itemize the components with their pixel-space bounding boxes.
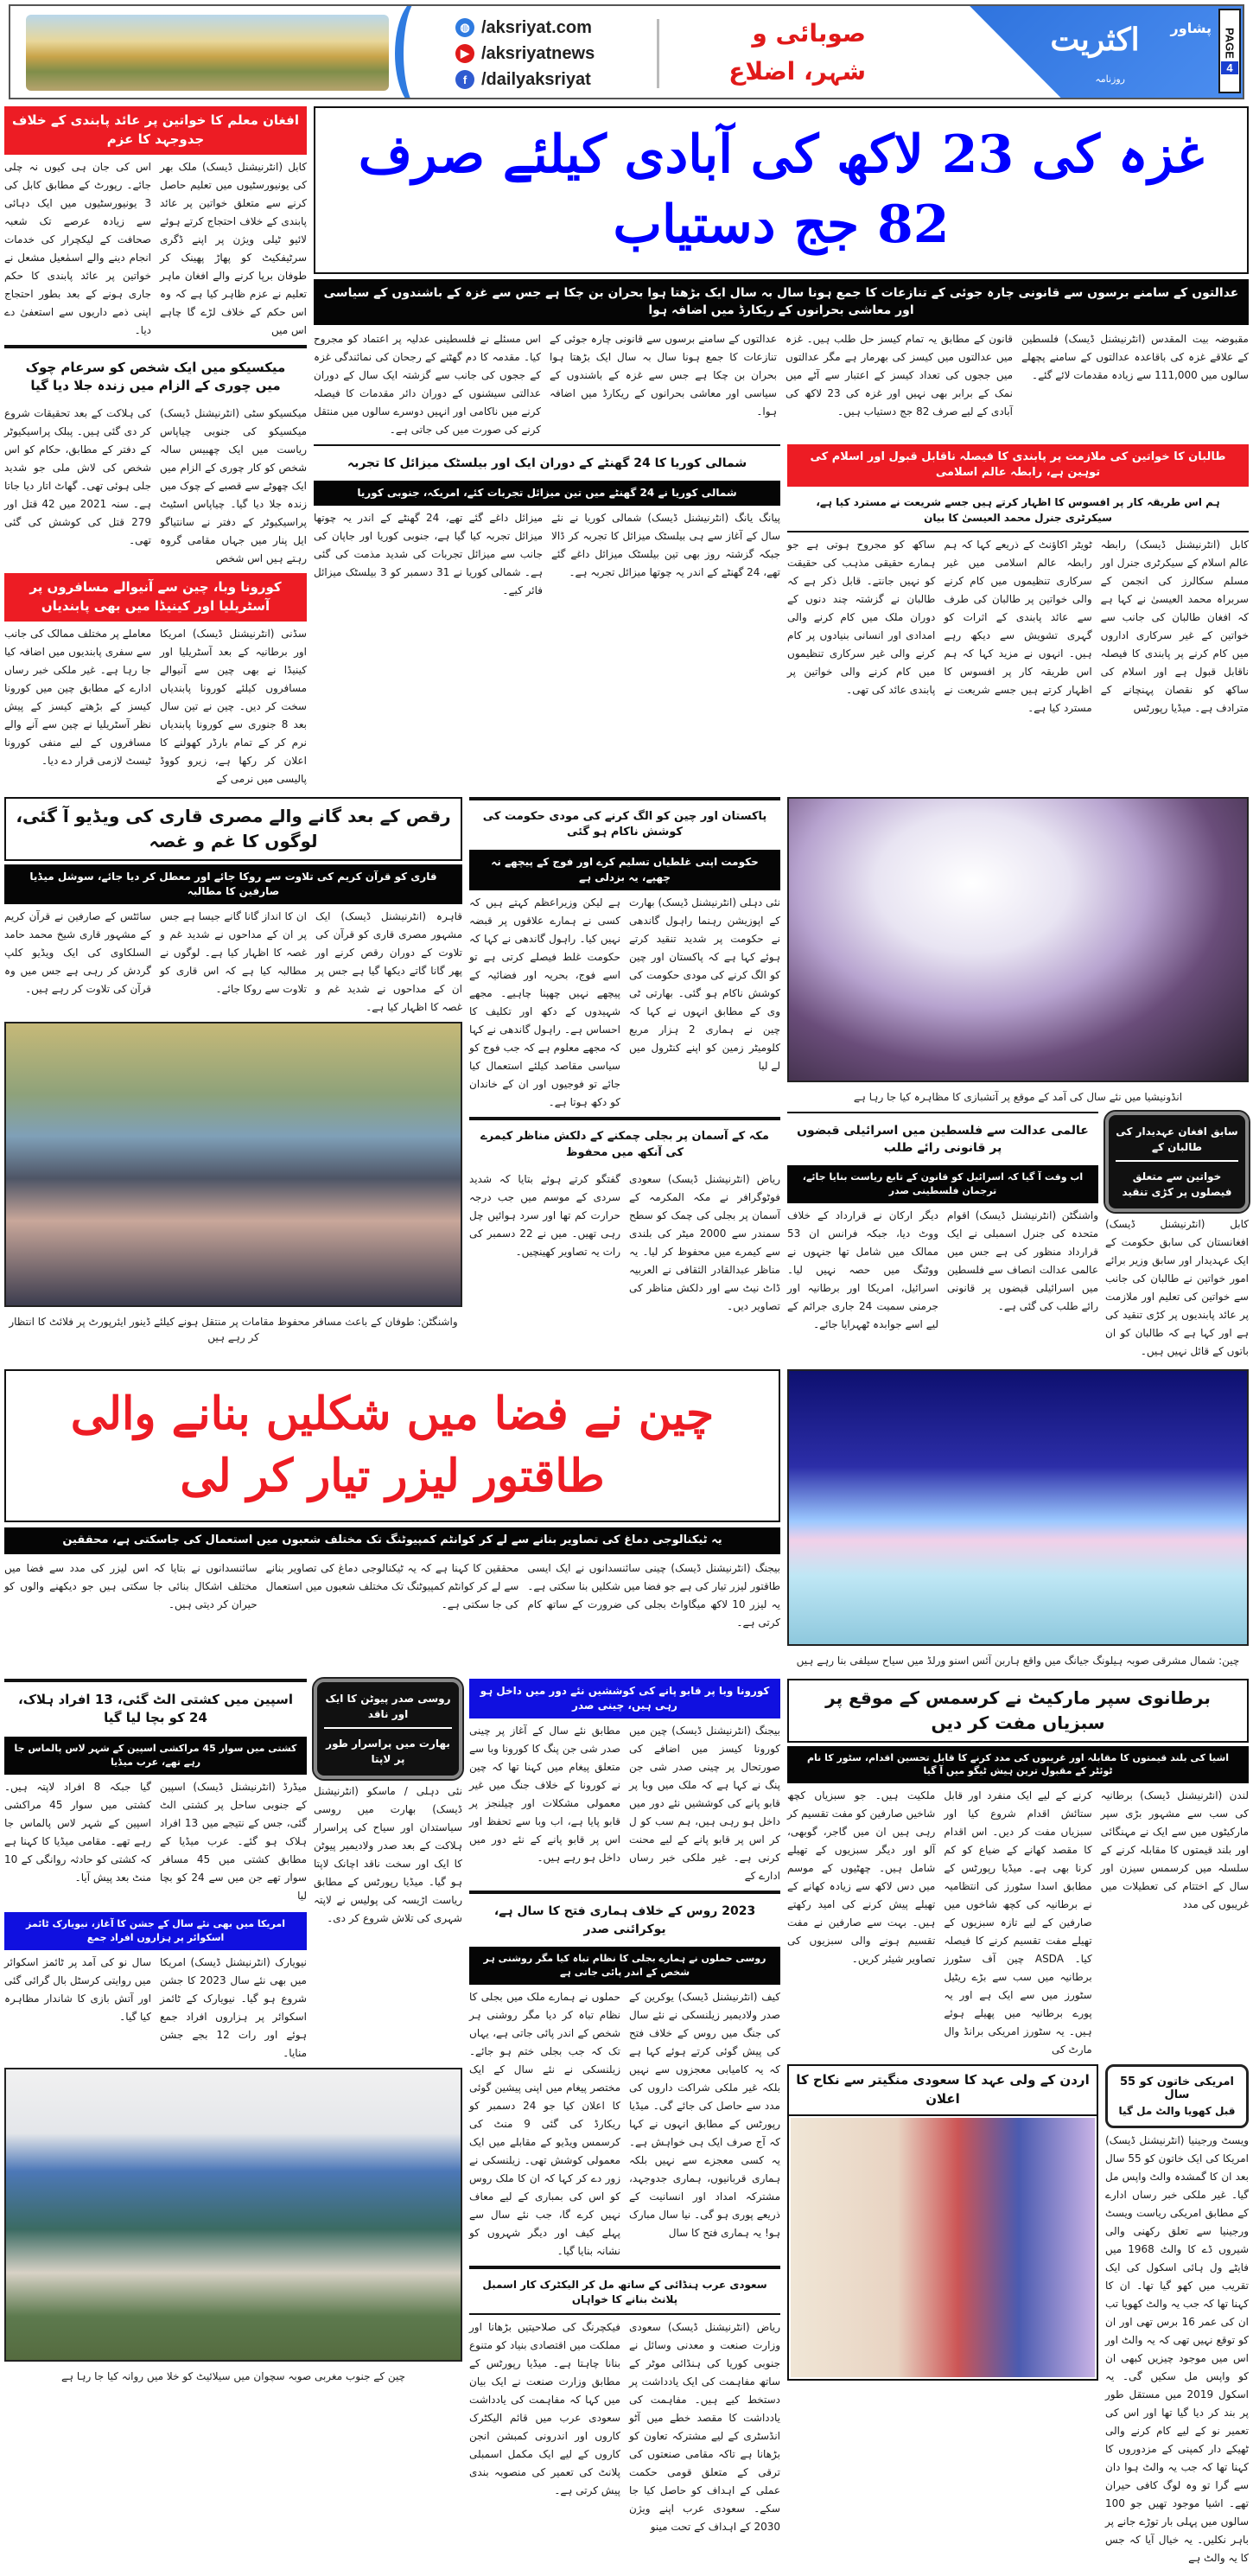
article-column: معاملے پر مختلف ممالک کی جانب سے سفری پابندیوں میں اضافہ کیا جا رہا ہے۔ غیر ملکی خبر رساں ادارے کے مطابق چین میں کورونا کیسز کے بڑھتے کیسز کے پیش نظر آسٹریلیا نے چین سے آنے والے مسافروں کے لیے منفی کورونا ٹیسٹ لازمی قرار دے دیا۔ [4, 627, 151, 767]
globe-icon: ◍ [455, 18, 474, 37]
photo-caption: انڈونیشیا میں نئے سال کی آمد کے موقع پر آتشبازی کا مظاہرہ کیا جا رہا ہے [853, 1090, 1183, 1103]
jordan-headline[interactable]: اردن کے ولی عہد کا سعودی منگیتر سے نکاح کا اعلان [789, 2066, 1097, 2116]
putin-critic-headline-box[interactable] [314, 1679, 462, 1779]
article-column: میکسیکو سٹی (انٹرنیشنل ڈیسک) میکسیکو کی جنوبی چیاپاس ریاست میں ایک چھبیس سالہ شخص کو کار چوری کے الزام میں ایک چھوٹے سے قصبے کے چوک میں زندہ جلا دیا گیا۔ چیاپاس اسٹیٹ پراسیکیوٹر کے دفتر نے سانتیاگو ایل پنار میں جہاں مقامی گروہ رہتے ہیں اس شخص [160, 407, 307, 564]
youtube-icon: ▶ [455, 44, 474, 63]
article-column: ملکیت ہیں۔ جو سبزیاں کچھ شاخیں صارفین کو مفت تقسیم کر رہی ہیں ان میں گاجر، گوبھی، آلو اور دیگر سبزیوں کے تھیلے شامل ہیں۔ چھٹیوں کے موسم میں دس لاکھ سے زیادہ کھانے کے تھیلے پیش کرنے کی امید رکھتے ہیں۔ بہت سے صارفین نے مفت تقسیم ہونے والی سبزیوں کی تصاویر شیئر کریں۔ [787, 1789, 936, 1966]
corona-australia-story [4, 573, 307, 788]
article-column: میڈرڈ (انٹرنیشنل ڈیسک) اسپین کے جنوبی ساحل پر کشتی الٹ گئی، جس کے نتیجے میں 13 افراد ہلاک ہو گئے۔ عرب میڈیا کے مطابق کشتی میں 45 مسافر سوار تھے جن میں سے 24 کو بچا لیا [160, 1780, 307, 1902]
article-column: نئی دہلی (انٹرنیشنل ڈیسک) بھارت کے اپوزیشن رہنما راہول گاندھی نے حکومت پر شدید تنقید کرتے ہوئے کہا ہے کہ پاکستان اور چین کو الگ کرنے کی مودی حکومت کی کوشش ناکام ہو گئی۔ بھارتی ٹی وی کے مطابق انہوں نے کہا کہ چین نے ہماری 2 ہزار مربع کلومیٹر زمین کو اپنے کنٹرول میں لے لیا [629, 896, 780, 1072]
social-link-youtube[interactable] [455, 41, 650, 67]
china-laser-headline[interactable]: چین نے فضا میں شکلیں بنانے والی طاقتور لیزر تیار کر لی [4, 1369, 780, 1523]
divider [4, 345, 307, 348]
article-column: واشنگٹن (انٹرنیشنل ڈیسک) اقوام متحدہ کی جنرل اسمبلی نے ایک قرارداد منظور کی ہے جس میں عالمی عدالت انصاف سے فلسطین میں اسرائیلی قبضوں پر قانونی رائے طلب کی گئی ہے۔ [947, 1208, 1098, 1312]
section-name-line2: شہر، اضلاع [728, 57, 866, 86]
article-column: فیکچرنگ کی صلاحیتیں بڑھانا اور مملکت میں اقتصادی بنیاد کو متنوع بنانا چاہتا ہے۔ میڈیا رپورٹس کے مطابق وزارت صنعت نے ایک بیان میں کہا کہ مفاہمت کی یادداشت سعودی عرب میں قائم الیکٹرک کاروں اور اندرونی کمبشن انجن کاروں کے لیے ایک مکمل اسمبلی پلانٹ کی تعمیر کی منصوبہ بندی پیش کرتی ہے۔ [469, 2320, 620, 2496]
putin-critic-body: نئی دہلی / ماسکو (انٹرنیشنل ڈیسک) بھارت میں روسی سیاستدان اور سیاح کی پراسرار ہلاکت کے بعد صدر ولادیمیر پیوٹن کا ایک اور سخت ناقد اچانک لاپتا ہو گیا۔ میڈیا رپورٹس کے مطابق ریاست اڑیسہ کی پولیس نے لاپتہ شہری کی تلاش شروع کر دی۔ [314, 1784, 462, 1924]
article-column: سائنسدانوں نے بتایا کہ اس لیزر کی مدد سے فضا میں مختلف اشکال بنائی جا سکتی ہیں جو دیکھنے والوں کو حیران کر دیتی ہیں۔ [3, 1561, 258, 1610]
lead-headline[interactable]: غزہ کی 23 لاکھ کی آبادی کیلئے صرف 82 جج دستیاب [314, 106, 1249, 274]
box-headline-line1: سابق افغان عہدیدار کی طالبان کے [1116, 1124, 1238, 1162]
mecca-headline[interactable]: مکہ کے آسمان پر بجلی چمکنے کے دلکش مناظر کیمرے کی آنکھ میں محفوظ [480, 1129, 769, 1159]
article-column: کی ہلاکت کے بعد تحقیقات شروع کر دی گئی ہیں۔ پبلک پراسیکیوٹر کے دفتر کے مطابق، حکام کو اس شخص کی لاش ملی جو شدید جلی ہوئی تھی۔ گھاٹ اتار دیا جاتا ہے۔ سنہ 2021 میں 42 قتل اور 279 قتل کی کوشش کی گئی تھی۔ [4, 407, 152, 546]
icj-story [787, 1112, 1098, 1334]
afghan-teacher-headline[interactable]: افغان معلم کا خواتین پر عائد پابندی کے خلاف جدوجہد کا عزم [4, 106, 307, 155]
divider [787, 1112, 1098, 1113]
ny-times-square-headline[interactable]: امریکا میں بھی نئے سال کے جشن کا آغاز، نیویارک ٹائمز اسکوائر پر ہزاروں افراد جمع [4, 1912, 307, 1950]
icj-subhead: اب وقت آ گیا کہ اسرائیل کو قانون کے تابع ریاست بنایا جائے، ترجمان فلسطینی صدر [787, 1165, 1098, 1203]
photo-caption: چین کے جنوب مغربی صوبہ سچوان میں سیلائیٹ کو خلا میں روانہ کیا جا رہا ہے [60, 2369, 406, 2382]
uk-supermarket-body [787, 1787, 1249, 2059]
section-middle [4, 797, 1249, 1361]
bottom-left [4, 1679, 462, 2386]
mexico-story [4, 354, 307, 569]
wallet-body: ویسٹ ورجینیا (انٹرنیشنل ڈیسک) امریکا کی ایک خاتون کو 55 سال بعد ان کا گمشدہ والٹ واپس مل گیا۔ غیر ملکی خبر رساں ادارے کے مطابق امریکی ریاست ویسٹ ورجینیا سے تعلق رکھنی والی شیروں ڈے کا والٹ 1968 میں فایٹے ول ہائی اسکول کی ایک تقریب میں کھو گیا تھا۔ ان کا کہنا تھا کہ جب یہ والٹ کھویا تب ان کی عمر 16 برس تھی اور ان کو توقع نہیں تھی کہ یہ والٹ اور اس میں موجود چیزیں کبھی ان کو واپس مل سکیں گی۔ یہ اسکول 2019 میں مستقل طور پر بند کر دیا گیا تھا اور اس کی تعمیر نو کے لیے کام کرنے والی ٹھیکے دار کمپنی کے مزدوروں کا کہنا تھا کہ جب یہ والٹ ہوا دان سے گرا تو وہ لوگ کافی حیران تھے۔ اشیا موجود تھیں جو 100 سالوں میں پہلی بار توڑے جانے پر باہر نکلیں۔ یہ خیال آیا کہ جس کا یہ والٹ ہے [1105, 2134, 1250, 2565]
mecca-body [469, 1170, 780, 1316]
box-headline-line1: روسی صدر پیوٹن کا ایک اور ناقد [324, 1691, 452, 1729]
corona-australia-body [4, 625, 307, 788]
newspaper-logo: اکثریت [1050, 22, 1140, 58]
wallet-headline-box[interactable] [1105, 2064, 1249, 2128]
lead-subhead: عدالتوں کے سامنے برسوں سے قانونی چارہ جوئی کے تنازعات کا جمع ہونا سال بہ سال ایک بڑھتا ہوا بحران بن چکا ہے جس سے غزہ کے باشندوں کے سیاسی اور معاشی بحرانوں کے ریکارڈ میں اضافہ ہوا [314, 279, 1249, 325]
ukraine-subhead: روسی حملوں نے ہمارے بجلی کا نظام تباہ کیا مگر روشنی ہر شخص کے اندر پائی جاتی ہے [469, 1947, 780, 1985]
afghan-official-headline-box[interactable] [1105, 1112, 1249, 1212]
section-top [4, 106, 1249, 788]
section-name-line1: صوبائی و [752, 19, 866, 48]
uk-supermarket-subhead: اشیا کی بلند قیمتوں کا مقابلہ اور غریبوں کی مدد کرنے کا قابل تحسین اقدام، سٹور کا نام ٹوئٹر کے مقبول ترین ہیش ٹیگو میں آ گیا [787, 1746, 1249, 1784]
article-column: سائٹس کے صارفین نے قرآن کریم کے مشہور قاری شیخ محمد حامد السلکاوی کی ایک ویڈیو کلپ گردش کر رہی ہے جس میں وہ قرآن کی تلاوت کر رہے ہیں۔ [4, 910, 151, 996]
afghan-teacher-story [4, 106, 307, 340]
box-headline-line2: بھارت میں پراسرار طور پر لاپتا [326, 1737, 450, 1765]
page-indicator [1218, 9, 1241, 93]
box-headline-line1: امریکی خاتون کو 55 سال [1120, 2075, 1234, 2102]
article-column: کابل (انٹرنیشنل ڈیسک) رابطہ عالم اسلام کے سیکرٹری جنرل اور مسلم سکالرز کی انجمن کے سربراہ محمد العیسیٰ نے کہا ہے کہ افغان طالبان کی جانب سے خواتین کے غیر سرکاری اداروں میں کام کرنے پر پابندی کا فیصلہ ناقابل قبول ہے اور اسلام کی ساکھ کو نقصان پہنچانے کے مترادف ہے۔ میڈیا رپورٹس [1100, 539, 1249, 715]
divider [469, 1117, 780, 1120]
left-sidebar [4, 106, 307, 788]
divider [314, 444, 780, 446]
spain-putin-row [4, 1679, 462, 2063]
article-column: بیجنگ (انٹرنیشنل ڈیسک) چینی سائنسدانوں نے ایک ایسی طاقتور لیزر تیار کی ہے جو فضا میں شکلیں بنا سکتی ہے۔ یہ لیزر 10 لاکھ میگاواٹ بجلی کی ضرورت کے ساتھ کام کرتی ہے۔ [527, 1561, 780, 1629]
spain-boat-story [4, 1679, 307, 2063]
article-column: ریاض (انٹرنیشنل ڈیسک) سعودی وزارت صنعت و معدنی وسائل نے جنوبی کوریا کی ہنڈائی موٹر کے ساتھ مفاہمت کی ایک یادداشت پر دستخط کیے ہیں۔ مفاہمت کی یادداشت کا مقصد خطے میں آٹو انڈسٹری کے لیے مشترکہ تعاون کو بڑھانا ہے تاکہ مقامی صنعتوں کی ترقی کے متعلق قومی حکمت عملی کے اہداف کو حاصل کیا جا سکے۔ سعودی عرب اپنے ویژن 2030 کے اہداف کے تحت مینو [629, 2320, 780, 2533]
china-laser-body [4, 1559, 780, 1632]
china-laser-subhead: یہ ٹیکنالوجی دماغ کی تصاویر بنانے سے لے کر کوانٹم کمپیوٹنگ تک مختلف شعبوں میں استعمال کی جاسکتی ہے، محققین [4, 1527, 780, 1554]
divider [469, 1891, 780, 1894]
putin-critic-story [314, 1679, 462, 1928]
mexico-body [4, 405, 307, 568]
pakistan-china-story [469, 797, 780, 1112]
afghan-official-body: کابل (انٹرنیشنل ڈیسک) افغانستان کی سابق حکومت کے ایک عہدیدار اور سابق وزیر برائے امور خواتین نے طالبان کی جانب سے خواتین کی تعلیم اور ملازمت پر عائد پابندیوں پر کڑی تنقید کی ہے اور کہا ہے کہ طالبان کو ان باتوں کے قائل نہیں ہیں۔ [1105, 1217, 1249, 1357]
article-column: ریاض (انٹرنیشنل ڈیسک) سعودی فوٹوگرافر نے مکہ المکرمہ کے آسمان پر بجلی کی چمک کو سطح سمندر سے 2000 میٹر کی بلندی سے کیمرے میں محفوظ کر لیا۔ یہ مناظر عبدالقادر الثقافی نے العربیہ ڈاٹ نیٹ سے اور دلکش مناظر کی تصاویر دیں۔ [629, 1172, 781, 1312]
article-column: میزائل داغے گئے تھے، 24 گھنٹے کے اندر یہ چوتھا میزائل تجربہ کیا گیا ہے، جنوبی کوریا اور جاپان کی جانب سے میزائل تجربات کی شدید مذمت کی گئی ہے۔ شمالی کوریا نے 31 دسمبر کو 3 بیلسٹک میزائل فائر کیے۔ [314, 512, 544, 597]
ukraine-story [469, 1891, 780, 2260]
china-satellite-launch-photo [4, 2068, 462, 2362]
north-korea-body [314, 509, 780, 600]
article-column: بیجنگ (انٹرنیشنل ڈیسک) چین میں کورونا کیسز میں اضافے کی صورتحال پر چینی صدر شی جن پنگ نے کہا ہے کہ ملک میں وبا پر قابو پانے کی کوششیں نئے دور میں داخل ہو رہی ہیں، ہم سب کو ل کر اس پر قابو پانے کے لیے محنت کرنی ہے۔ غیر ملکی خبر رساں ادارے کے [629, 1725, 780, 1883]
section-name [667, 15, 866, 91]
social-links [455, 15, 650, 92]
article-column: ٹویٹر اکاؤنٹ کے ذریعے کہا کہ ہم رابطہ عالم اسلامی میں غیر سرکاری تنظیموں میں کام کرنے والی خواتین پر طالبان کی طرف سے عائد پابندی کے اثرات کو گہری تشویش سے دیکھ رہے ہیں۔ انہوں نے مزید کہا کہ ہم اس طریقہ کار پر افسوس کا اظہار کرتے ہیں جسے شریعت نے مسترد کیا ہے۔ [944, 539, 1092, 715]
jordan-story-box [787, 2064, 1098, 2381]
box-headline-line2: قبل کھویا والٹ مل گیا [1118, 2105, 1236, 2118]
egypt-qari-subhead: قاری کو قرآن کریم کی تلاوت سے روکا جائے اور معطل کر دیا جائے، سوشل میڈیا صارفین کا مطالبہ [4, 864, 462, 905]
article-column: قانون کے مطابق یہ تمام کیسز حل طلب ہیں۔ غزہ میں عدالتوں میں کیسز کی بھرمار ہے مگر عدالتوں میں ججوں کی تعداد کیسز کے اعتبار سے آٹے میں نمک کے برابر بھی نہیں اور غزہ کی 23 لاکھ کی آبادی کے لیے صرف 82 جج دستیاب ہیں۔ [786, 332, 1013, 418]
box-headline-line2: خواتین سے متعلق فیصلوں پر کڑی تنقید [1122, 1170, 1232, 1198]
section-bottom [4, 1679, 1249, 2568]
saudi-hyundai-body [469, 2318, 780, 2536]
icj-official-row [787, 1112, 1249, 1361]
uk-supermarket-headline[interactable]: برطانوی سپر مارکیٹ نے کرسمس کے موقع پر سبزیاں مفت کر دیں [787, 1679, 1249, 1743]
article-column: حملوں نے ہمارے ملک میں بجلی کا نظام تباہ کر دیا مگر روشنی ہر شخص کے اندر پائی جاتی ہے، یہاں تک کہ جب بجلی ختم ہو جائے۔ زیلنسکی نے نئے سال کے ایک مختصر پیغام میں اپنی پیشین گوئی کا اعلان کیا جو 24 دسمبر کو ریکارڈ کی گئی 9 منٹ کی کرسمس ویڈیو کے مقابلے میں ایک معمولی کوشش تھی۔ زیلنسکی نے زور دے کر کہا کہ ان کا ملک روس کو اس کی بمباری کے لیے معاف نہیں کرے گا، جب نئے سال سے پہلے کیف اور دیگر شہروں کو نشانہ بنایا گیا۔ [469, 1990, 621, 2257]
spain-boat-headline[interactable]: اسپین میں کشتی الٹ گئی، 13 افراد ہلاک، 24 کو بچا لیا گیا [17, 1691, 294, 1726]
article-column: دیگر ارکان نے قرارداد کے خلاف ووٹ دیا، جبکہ فرانس ان 53 ممالک میں شامل تھا جنہوں نے ووٹنگ میں حصہ نہیں لیا۔ اسرائیل، امریکا اور برطانیہ اور جرمنی سمیت 24 جاری جرائم کے لیے اسے جوابدہ ٹھہرایا جائے۔ [787, 1208, 938, 1330]
article-column: گفتگو کرتے ہوئے بتایا کہ شدید سردی کے موسم میں جب درجہ حرارت کم تھا اور سرد ہوائیں چل رہی تھیں۔ میں نے 22 دسمبر کی رات یہ تصاویر کھینچیں۔ [469, 1172, 620, 1258]
denver-airport-photo [4, 1022, 462, 1307]
ny-times-square-body [4, 1954, 307, 2063]
ukraine-body [469, 1988, 780, 2260]
article-column: ان کا انداز گانا گانے جیسا ہے جس پر ان کے مداحوں نے شدید غم و غصہ کا اظہار کیا ہے۔ لوگوں نے مطالبہ کیا ہے کہ اس قاری کو تلاوت سے روکا جائے۔ [160, 910, 307, 996]
icj-body [787, 1207, 1098, 1334]
corona-china-headline[interactable]: کورونا وبا پر قابو پانے کی کوششیں نئے دور میں داخل ہو رہی ہیں، چینی صدر [469, 1679, 780, 1719]
corona-china-body [469, 1722, 780, 1885]
masthead-swoosh-decoration [395, 4, 447, 99]
social-link-website[interactable] [455, 15, 650, 41]
uk-supermarket-story [787, 1679, 1249, 2060]
section-china-laser [4, 1369, 1249, 1670]
middle-right [787, 797, 1249, 1361]
article-column: سڈنی (انٹرنیشنل ڈیسک) امریکا اور برطانیہ کے بعد آسٹریلیا اور کینیڈا نے بھی چین سے آنیوالے مسافروں کیلئے کورونا پابندیاں سخت کر دیں۔ چین نے تین سال بعد 8 جنوری سے کورونا پابندیاں نرم کر کے تمام بارڈر کھولنے کا اعلان کر رکھا ہے، زیرو کووڈ پالیسی میں نرمی کے [160, 627, 307, 785]
corona-australia-headline[interactable]: کورونا وبا، چین سے آنیوالے مسافروں پر آسٹریلیا اور کینیڈا میں بھی پابندیاں [4, 573, 307, 622]
indonesia-fireworks-photo [787, 797, 1249, 1082]
logo-city: پشاور [1170, 20, 1212, 36]
social-link-facebook[interactable] [455, 67, 650, 92]
social-handle: /aksriyat.com [481, 17, 592, 37]
article-column: کیف (انٹرنیشنل ڈیسک) یوکرین کے صدر ولادیمیر زیلنسکی نے نئے سال کی جنگ میں روس کے خلاف فتح کی پیش گوئی کرتے ہوئے کہا ہے کہ یہ کامیابی معجزوں سے نہیں بلکہ غیر ملکی شراکت داروں کی مدد سے حاصل کی جائے گی۔ میڈیا رپورٹس کے مطابق انہوں نے کہا کہ آج صرف ایک ہی خواہش ہے۔ یہ کسی معجزے سے نہیں بلکہ ہماری قربانیوں، ہماری جدوجہد، مشترکہ امداد اور انسانیت کے ذریعے پوری ہو گی۔ نیا سال مبارک ہو! یہ ہماری فتح کا سال [629, 1990, 780, 2239]
pakistan-china-subhead: حکومت اپنی غلطیاں تسلیم کرے اور فوج کے پیچھے نہ چھپے، یہ بزدلی ہے [469, 850, 780, 890]
egypt-qari-body [4, 908, 462, 1017]
divider [469, 2266, 780, 2269]
page-label: PAGE [1223, 28, 1237, 59]
china-laser-story [4, 1369, 780, 1632]
afghan-teacher-body [4, 158, 307, 340]
rabita-headline[interactable]: طالبان کا خواتین کی ملازمت پر پابندی کا فیصلہ ناقابل قبول اور اسلام کی توہین ہے، رابطہ عالم اسلامی [787, 444, 1249, 488]
harbin-ice-world-photo [787, 1369, 1249, 1646]
lead-area [314, 106, 1249, 717]
article-column: سال نو کی آمد پر ٹائمز اسکوائر میں روایتی کرسٹل بال گرائی گئی اور آتش بازی کا شاندار مظاہرہ کیا گیا۔ [4, 1955, 151, 2023]
saudi-hyundai-headline[interactable]: سعودی عرب ہنڈائی کے ساتھ مل کر الیکٹرک کار اسمبل پلانٹ بنانے کا خواہاں [469, 2273, 780, 2315]
article-column: قاہرہ (انٹرنیشنل ڈیسک) ایک مشہور مصری قاری کو قرآن کی تلاوت کے دوران رقص کرنے اور پھر گانا گاتے دیکھا گیا ہے جس پر ان کے مداحوں نے شدید غم و غصہ کا اظہار کیا ہے۔ [315, 910, 462, 1014]
divider [4, 1679, 307, 1682]
jordan-crown-prince-photo [791, 2118, 1095, 2377]
masthead-city-collage-image [26, 15, 389, 91]
saudi-hyundai-story [469, 2266, 780, 2536]
middle-left [4, 797, 462, 1348]
ukraine-headline[interactable]: 2023 روس کے خلاف ہماری فتح کا سال ہے، یوکرائنی صدر [493, 1904, 756, 1936]
spain-boat-body [4, 1778, 307, 1905]
masthead [9, 4, 1244, 99]
photo-caption: چین: شمال مشرقی صوبہ ہیلونگ جیانگ میں واقع ہاربن آئس اسنو ورلڈ میں سیاح سیلفی بنا رہے ہیں [796, 1654, 1240, 1667]
article-column: اس مسئلے نے فلسطینی عدلیہ پر اعتماد کو مجروح کیا۔ مقدمہ کا دم گھٹنے کے رجحان کی نمائندگی غزہ کے ججوں کی جانب سے گزشتہ ایک سال کے دوران عدالتی سیشنوں کے دوران دائر مقدمات کا فیصلہ کرنے میں ناکامی اور انہیں دوسرے سالوں میں منتقل کرنے کی صورت میں کی جاتی ہے۔ [314, 332, 541, 436]
rabita-subhead: ہم اس طریقہ کار پر افسوس کا اظہار کرتے ہیں جسے شریعت نے مسترد کیا ہے، سیکرٹری جنرل محمد العیسیٰ کا بیان [787, 490, 1249, 532]
social-handle: /dailyaksriyat [481, 69, 591, 89]
divider [469, 797, 780, 800]
article-column: محققین کا کہنا ہے کہ یہ ٹیکنالوجی دماغ کی تصاویر بنانے سے لے کر کوانٹم کمپیوٹنگ تک مختلف شعبوں میں استعمال کی جا سکتی ہے۔ [265, 1561, 519, 1610]
spain-boat-subhead: کشتی میں سوار 45 مراکشی اسپین کے شہر لاس پالماس جا رہے تھے، عرب میڈیا [4, 1737, 307, 1775]
north-korea-story [314, 444, 780, 717]
mecca-story [469, 1117, 780, 1316]
logo-subtitle: روزنامہ [1095, 73, 1125, 85]
article-column: مطابق نئے سال کے آغاز پر چینی صدر شی جن پنگ کا کورونا وبا سے متعلق پیغام میں کہنا تھا کہ چین نے کورونا کے خلاف جنگ میں غیر معمولی مشکلات اور چیلنجز پر قابو پایا ہے، اب وبا سے تحفظ اور اس پر قابو پانے کے نئے دور میں داخل ہو رہے ہیں۔ [469, 1725, 620, 1865]
social-handle: /aksriyatnews [481, 43, 595, 63]
mexico-headline[interactable]: میکسیکو میں ایک شخص کو سرعام چوک میں چوری کے الزام میں زندہ جلا دیا گیا [25, 359, 286, 394]
wallet-story [1105, 2064, 1249, 2567]
bottom-right [787, 1679, 1249, 2568]
egypt-qari-headline[interactable]: رقص کے بعد گانے والے مصری قاری کی ویڈیو آ گئی، لوگوں کا غم و غصہ [4, 797, 462, 861]
afghan-official-story [1105, 1112, 1249, 1361]
lead-body [314, 330, 1249, 439]
article-column: کرنے کے لیے ایک منفرد اور قابل ستائش اقدام شروع کیا اور سبزیاں مفت کر دیں۔ اس اقدام کا مقصد کھانے کے ضیاع کو کم کرنا بھی ہے۔ میڈیا رپورٹس کے مطابق اسدا سٹورز کی انتظامیہ نے برطانیہ کی کچھ شاخوں میں صارفین کے لیے تازہ سبزیوں کے تھیلے مفت تقسیم کرنے کا فیصلہ کیا۔ ASDA چین آف سٹورز برطانیہ میں سب سے بڑے ریٹیل سٹورز میں سے ایک ہے اور یہ پورے برطانیہ میں پھیلے ہوئے ہیں۔ یہ سٹورز امریکی برانڈ وال مارٹ کی [944, 1789, 1092, 2056]
egypt-qari-story [4, 797, 462, 1017]
article-column: ساکھ کو مجروح ہوتی ہے جو ہمارے حقیقی مذہب کی حقیقت کو نہیں جانتے۔ قابل ذکر ہے کہ طالبان نے گزشتہ چند دنوں کے دوران ملک میں کام کرنے والی امدادی اور انسانی بنیادوں پر کام کرنے والی غیر سرکاری تنظیموں میں کام کرنے والی خواتین پر پابندی عائد کی تھی۔ [787, 539, 936, 697]
north-korea-subhead: شمالی کوریا نے 24 گھنٹے میں تین میزائل تجربات کئے، امریکہ، جنوبی کوریا [314, 481, 780, 506]
article-column: نیویارک (انٹرنیشنل ڈیسک) امریکا میں بھی نئے سال 2023 کا جشن شروع ہو گیا۔ نیویارک کے ٹائمز اسکوائر پر ہزاروں افراد جمع ہوئے اور رات 12 بجے جشن منایا۔ [160, 1955, 307, 2059]
article-column: لندن (انٹرنیشنل ڈیسک) برطانیہ کی سب سے مشہور بڑی سپر مارکیٹوں میں سے ایک نے مہنگائی اور بلند قیمتوں کا مقابلہ کرنے کے سلسلہ میں کرسمس سیزن اور سال کے اختتام کی تعطیلات میں غریبوں کی مدد [1100, 1789, 1249, 1911]
lead-subrow [314, 444, 1249, 717]
ice-photo-block [787, 1369, 1249, 1670]
bottom-center [469, 1679, 780, 2536]
wallet-jordan-row [787, 2064, 1249, 2567]
pakistan-china-body [469, 894, 780, 1112]
corona-china-story [469, 1679, 780, 1886]
north-korea-headline[interactable]: شمالی کوریا کا 24 گھنٹے کے دوران ایک اور بیلسٹک میزائل کا تجربہ [347, 456, 747, 470]
article-column: ہے لیکن وزیراعظم کہتے ہیں کہ کسی نے ہمارے علاقوں پر قبضہ نہیں کیا۔ راہول گاندھی نے کہا کہ حکومت غلط فیصلے کرتی ہے تو اسے فوج، بحریہ اور فضائیہ کے پیچھے نہیں چھپنا چاہیے۔ مجھے شہیدوں کے دکھ اور تکلیف کا احساس ہے۔ راہول گاندھی نے کہا کہ مجھے معلوم ہے کہ جب فوج کو سیاسی مقاصد کیلئے استعمال کیا جائے تو فوجیوں اور ان کے خاندان کو دکھ ہوتا ہے۔ [469, 896, 620, 1108]
masthead-divider [657, 19, 659, 88]
photo-caption: واشنگٹن: طوفان کے باعث مسافر محفوظ مقامات پر منتقل ہونے کیلئے ڈینور ایئرپورٹ پر فلائٹ کا انتظار کر رہے ہیں [9, 1316, 458, 1344]
article-column: اس کی جان ہی کیوں نہ چلی جائے۔ رپورٹ کے مطابق کابل کی 3 یونیورسٹیوں میں ایک دہائی سے زیادہ عرصے تک شعبہ صحافت کے لیکچرار کی خدمات انجام دینے والے اسمٰعیل مشعل نے خواتین پر عائد پابندی کا حکم جاری ہونے کے بعد بطور احتجاج اپنی ذمے داریوں سے استعفیٰ دے دیا۔ [4, 160, 151, 336]
icj-headline[interactable]: عالمی عدالت سے فلسطین میں اسرائیلی قبضوں پر قانونی رائے طلب [797, 1123, 1089, 1155]
middle-center [469, 797, 780, 1316]
pakistan-china-headline[interactable]: پاکستان اور چین کو الگ کرنے کی مودی حکومت کی کوشش ناکام ہو گئی [482, 809, 767, 839]
rabita-body [787, 536, 1249, 717]
article-column: پیانگ یانگ (انٹرنیشنل ڈیسک) شمالی کوریا نے نئے سال کے آغاز سے ہی بیلسٹک میزائل کا تجربہ کر ڈالا جبکہ گزشتہ روز بھی تین بیلسٹک میزائل داغے گئے تھے، 24 گھنٹے کے اندر یہ چوتھا میزائل تجربہ ہے۔ [551, 512, 780, 579]
page-number: 4 [1221, 61, 1238, 74]
article-column: عدالتوں کے سامنے برسوں سے قانونی چارہ جوئی کے تنازعات کا جمع ہونا سال بہ سال ایک بڑھتا ہوا بحران بن چکا ہے جس سے غزہ کے باشندوں کے سیاسی اور معاشی بحرانوں کے ریکارڈ میں اضافہ ہوا۔ [550, 332, 777, 418]
article-column: مقبوضہ بیت المقدس (انٹرنیشنل ڈیسک) فلسطین کے علاقے غزہ کی باقاعدہ عدالتوں کے سامنے پچھلے سالوں میں 111,000 سے زیادہ مقدمات لائے گئے۔ [1021, 332, 1249, 381]
facebook-icon: f [455, 70, 474, 89]
article-column: گیا جبکہ 8 افراد لاپتہ ہیں۔ کشتی میں سوار 45 مراکشی اسپین کے شہر لاس پالماس جا رہے تھے۔ مقامی میڈیا کا کہنا ہے کہ کشتی کو حادثہ روانگی کے 10 منٹ بعد پیش آیا۔ [4, 1780, 151, 1884]
article-column: کابل (انٹرنیشنل ڈیسک) ملک بھر کی یونیورسٹیوں میں تعلیم حاصل کرنے سے متعلق خواتین پر عائد پابندی کے خلاف احتجاج کرتے ہوئے لائیو ٹیلی ویژن پر اپنے ڈگری سرٹیفکیٹ کو پھاڑ پھینک کر طوفان برپا کرنے والے افغان ماہر تعلیم نے عزم ظاہر کیا ہے کہ وہ اس حکم کے خلاف لڑے گا چاہے اس میں [160, 160, 307, 336]
rabita-story [787, 444, 1249, 717]
